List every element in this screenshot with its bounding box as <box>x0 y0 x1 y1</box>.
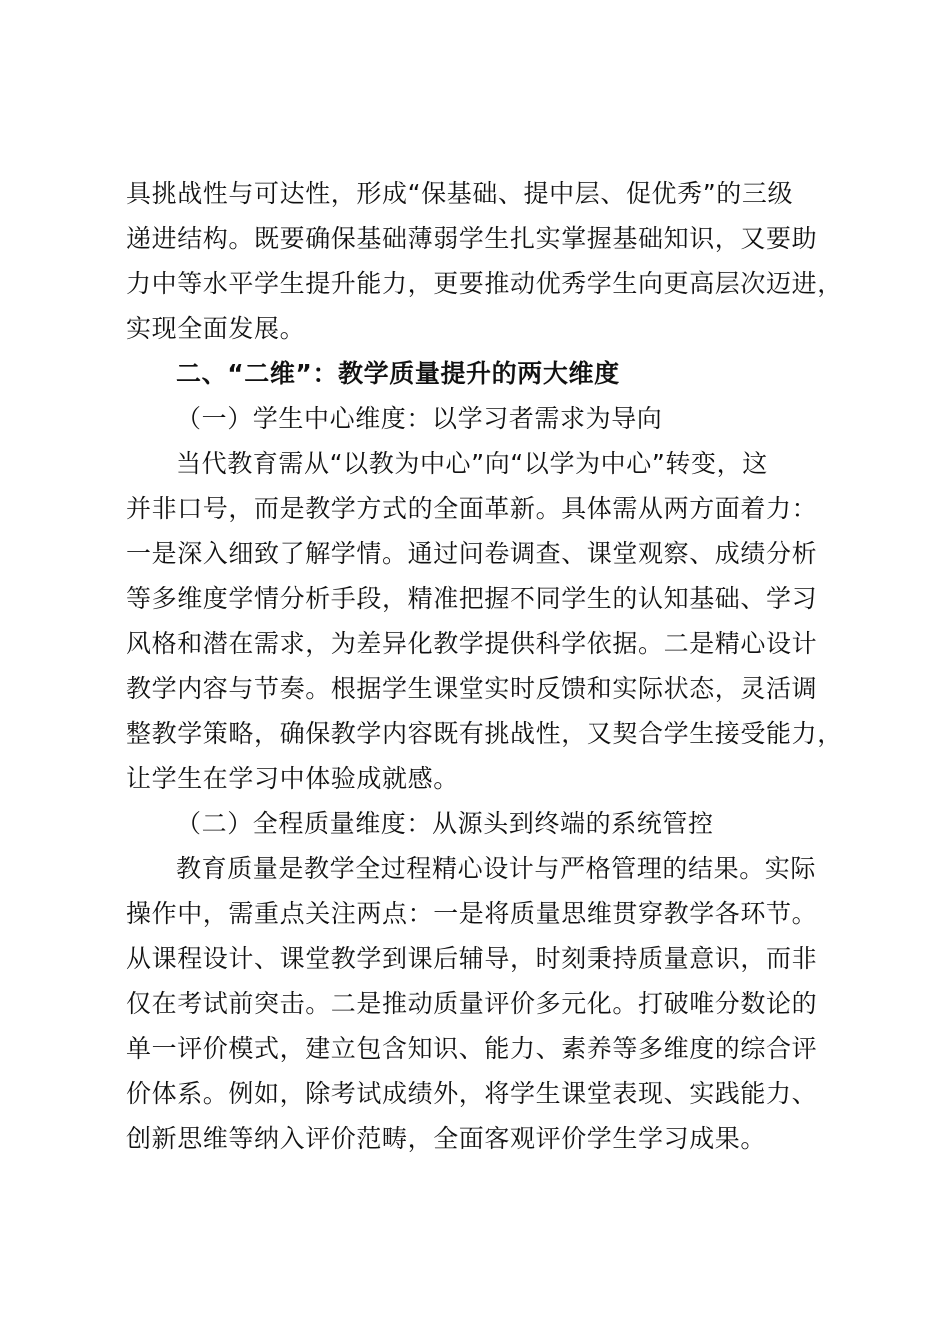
paragraph-line: 教育质量是教学全过程精心设计与严格管理的结果。实际 <box>176 854 817 883</box>
section-heading: 二、“二维”：教学质量提升的两大维度 <box>176 359 620 388</box>
paragraph-line: 当代教育需从“以教为中心”向“以学为中心”转变，这 <box>176 449 768 478</box>
paragraph-line: 创新思维等纳入评价范畴，全面客观评价学生学习成果。 <box>126 1124 767 1153</box>
paragraph-line: 价体系。例如，除考试成绩外，将学生课堂表现、实践能力、 <box>126 1079 818 1108</box>
subsection-heading: （二）全程质量维度：从源头到终端的系统管控 <box>176 809 714 838</box>
paragraph-line: 单一评价模式，建立包含知识、能力、素养等多维度的综合评 <box>126 1034 818 1063</box>
paragraph-line: 具挑战性与可达性，形成“保基础、提中层、促优秀”的三级 <box>126 179 794 208</box>
paragraph-line: 风格和潜在需求，为差异化教学提供科学依据。二是精心设计 <box>126 629 818 658</box>
paragraph-line: 并非口号，而是教学方式的全面革新。具体需从两方面着力： <box>126 494 818 523</box>
paragraph-line: 一是深入细致了解学情。通过问卷调查、课堂观察、成绩分析 <box>126 539 818 568</box>
paragraph-line: 操作中，需重点关注两点：一是将质量思维贯穿教学各环节。 <box>126 899 818 928</box>
paragraph-line: 实现全面发展。 <box>126 314 306 343</box>
paragraph-line: 仅在考试前突击。二是推动质量评价多元化。打破唯分数论的 <box>126 989 818 1018</box>
paragraph-line: 整教学策略，确保教学内容既有挑战性，又契合学生接受能力， <box>126 719 843 748</box>
paragraph-line: 让学生在学习中体验成就感。 <box>126 764 459 793</box>
subsection-heading: （一）学生中心维度：以学习者需求为导向 <box>176 404 663 433</box>
paragraph-line: 递进结构。既要确保基础薄弱学生扎实掌握基础知识，又要助 <box>126 224 818 253</box>
paragraph-line: 等多维度学情分析手段，精准把握不同学生的认知基础、学习 <box>126 584 818 613</box>
paragraph-line: 教学内容与节奏。根据学生课堂实时反馈和实际状态，灵活调 <box>126 674 818 703</box>
paragraph-line: 从课程设计、课堂教学到课后辅导，时刻秉持质量意识，而非 <box>126 944 818 973</box>
paragraph-line: 力中等水平学生提升能力，更要推动优秀学生向更高层次迈进， <box>126 269 843 298</box>
